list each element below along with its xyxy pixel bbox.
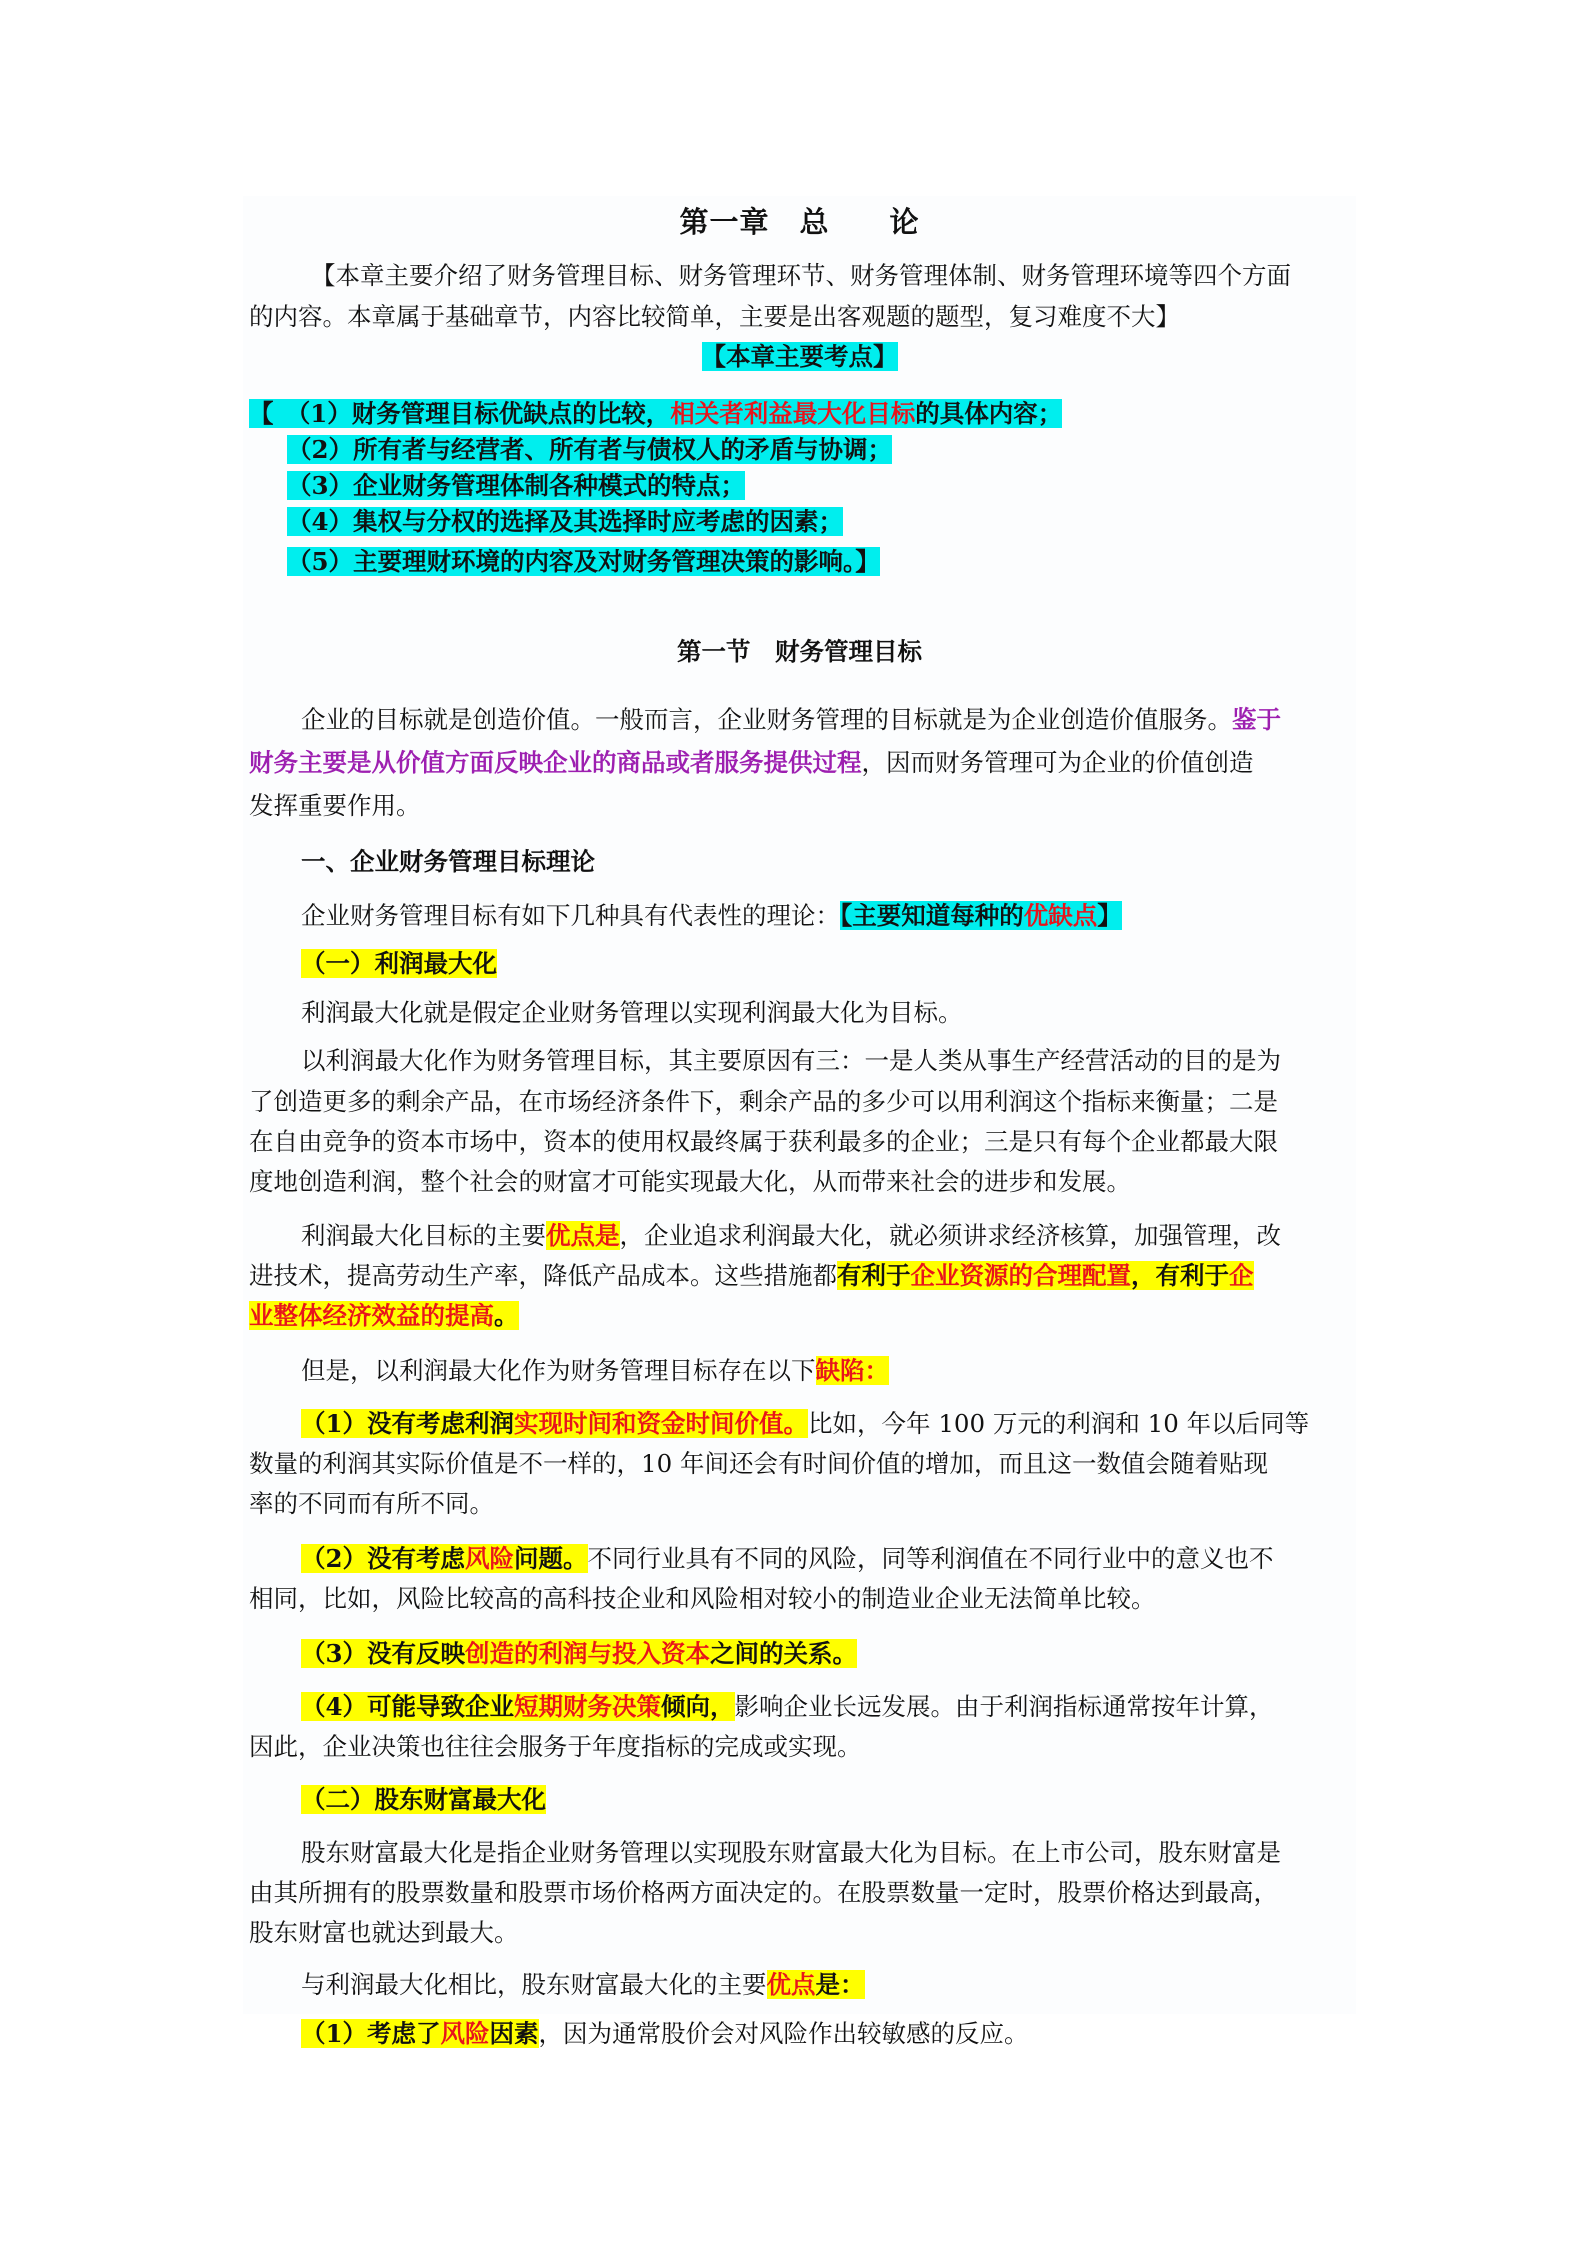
profit-adv-1-a: 利润最大化目标的主要 [301, 1221, 546, 1250]
key-points-heading-text: 【本章主要考点】 [701, 342, 898, 371]
defect-1-line-1 [301, 1404, 1350, 1444]
defect-2-highlight [301, 1544, 588, 1573]
key-points-heading [243, 337, 1356, 377]
theories-tag-red: 优缺点 [1023, 901, 1098, 930]
wealth-adv-1 [301, 2014, 1350, 2054]
defect-4-y2: 倾向， [661, 1692, 735, 1721]
document-page [243, 196, 1356, 2048]
heading-theory: 一、企业财务管理目标理论 [301, 847, 595, 876]
defect-4-red: 短期财务决策 [514, 1692, 662, 1721]
profit-reason-3: 在自由竞争的资本市场中，资本的使用权最终属于获利最多的企业；三是只有每个企业都最大限 [249, 1127, 1278, 1156]
profit-adv-3-y: 。 [494, 1301, 519, 1330]
profit-reason-2: 了创造更多的剩余产品，在市场经济条件下，剩余产品的多少可以用利润这个指标来衡量；二是 [249, 1087, 1278, 1116]
profit-adv-1 [301, 1216, 1350, 1256]
para1-purple-2: 财务主要是从价值方面反映企业的商品或者服务提供过程 [249, 748, 862, 777]
key-point-1-highlight [249, 399, 1062, 428]
wealth-line-3: 股东财富也就达到最大。 [249, 1918, 519, 1947]
key-point-1-text-a: 【 （1）财务管理目标优缺点的比较， [249, 399, 671, 428]
profit-heading-text: （一）利润最大化 [301, 949, 497, 978]
key-point-1-red: 相关者利益最大化目标 [670, 399, 916, 428]
defect-3-y1: （3）没有反映 [301, 1639, 466, 1668]
profit-reason-4: 度地创造利润，整个社会的财富才可能实现最大化，从而带来社会的进步和发展。 [249, 1167, 1131, 1196]
wealth-adv-y: 是： [815, 1970, 865, 1999]
wealth-adv-a: 与利润最大化相比，股东财富最大化的主要 [301, 1970, 767, 1999]
key-point-1 [249, 394, 1350, 434]
key-point-4-text: （4）集权与分权的选择及其选择时应考虑的因素； [287, 507, 844, 536]
defect-3-red: 创造的利润与投入资本 [465, 1639, 711, 1668]
para1-purple-1: 鉴于 [1232, 705, 1281, 734]
key-point-3-text: （3）企业财务管理体制各种模式的特点； [287, 471, 746, 500]
profit-def: 利润最大化就是假定企业财务管理以实现利润最大化为目标。 [301, 998, 963, 1027]
theories-lead: 企业财务管理目标有如下几种具有代表性的理论： [301, 901, 840, 930]
wealth-adv-1-rest: ，因为通常股价会对风险作出较敏感的反应。 [538, 2019, 1029, 2048]
wealth-heading [301, 1780, 1350, 1820]
defect-4-line-2: 因此，企业决策也往往会服务于年度指标的完成或实现。 [249, 1732, 862, 1761]
defect-2-y2: 问题。 [514, 1544, 588, 1573]
profit-adv-2-red1: 企业资源的合理配置 [910, 1261, 1131, 1290]
defect-1-rest: 比如，今年 100 万元的利润和 10 年以后同等 [808, 1409, 1310, 1438]
profit-adv-2-y1: 有利于 [837, 1261, 911, 1290]
section-title: 第一节 财务管理目标 [677, 637, 922, 666]
defect-3-y2: 之间的关系。 [710, 1639, 858, 1668]
profit-adv-2 [249, 1256, 1350, 1296]
defect-4-rest: 影响企业长远发展。由于利润指标通常按年计算， [734, 1692, 1274, 1721]
profit-dis-a: 但是，以利润最大化作为财务管理目标存在以下 [301, 1356, 816, 1385]
wealth-adv-1-red: 风险 [440, 2019, 490, 2048]
profit-reason-1: 以利润最大化作为财务管理目标，其主要原因有三：一是人类从事生产经营活动的目的是为 [301, 1046, 1281, 1075]
key-point-5 [287, 542, 1350, 582]
wealth-adv-1-y1: （1）考虑了 [301, 2019, 441, 2048]
para1-line-1 [301, 700, 1350, 740]
defect-2-line-1 [301, 1539, 1350, 1579]
profit-adv-2-red2: 企 [1229, 1261, 1254, 1290]
wealth-line-2: 由其所拥有的股票数量和股票市场价格两方面决定的。在股票数量一定时，股票价格达到最高， [249, 1878, 1278, 1907]
para1-line-2 [249, 743, 1350, 783]
profit-adv-3-red: 业整体经济效益的提高 [249, 1301, 494, 1330]
defect-1-line-2: 数量的利润其实际价值是不一样的，10 年间还会有时间价值的增加，而且这一数值会随着贴现 [249, 1449, 1268, 1478]
key-point-2-text: （2）所有者与经营者、所有者与债权人的矛盾与协调； [287, 435, 893, 464]
para1-text-b: ，因而财务管理可为企业的价值创造 [861, 748, 1254, 777]
defect-4-highlight [301, 1692, 735, 1721]
wealth-adv-1-highlight [301, 2019, 539, 2048]
intro-line-1: 【本章主要介绍了财务管理目标、财务管理环节、财务管理体制、财务管理环境等四个方面 [311, 261, 1291, 290]
chapter-title: 第一章 总 论 [679, 205, 920, 239]
key-point-2 [287, 430, 1350, 470]
profit-adv-2-highlight [837, 1261, 1254, 1290]
wealth-adv-1-y2: 因素 [489, 2019, 539, 2048]
para1-line-3: 发挥重要作用。 [249, 791, 421, 820]
key-point-4 [287, 502, 1350, 542]
key-point-3 [287, 466, 1350, 506]
key-point-1-text-b: 的具体内容； [915, 399, 1063, 428]
defect-2-rest: 不同行业具有不同的风险，同等利润值在不同行业中的意义也不 [587, 1544, 1274, 1573]
profit-heading [301, 944, 1350, 984]
defect-2-red: 风险 [465, 1544, 515, 1573]
defect-1-line-3: 率的不同而有所不同。 [249, 1489, 494, 1518]
profit-adv-3 [249, 1296, 1350, 1336]
key-point-5-text: （5）主要理财环境的内容及对财务管理决策的影响。】 [287, 547, 880, 576]
intro-line-2: 的内容。本章属于基础章节，内容比较简单，主要是出客观题的题型，复习难度不大】 [249, 302, 1180, 331]
profit-adv-2-y2: ，有利于 [1131, 1261, 1229, 1290]
defect-1-highlight [301, 1409, 808, 1438]
wealth-adv-highlight [767, 1970, 865, 1999]
profit-dis-red: 缺陷： [815, 1356, 889, 1385]
defect-4-line-1 [301, 1687, 1350, 1727]
wealth-adv-red: 优点 [766, 1970, 816, 1999]
defect-4-y1: （4）可能导致企业 [301, 1692, 515, 1721]
defect-2-line-2: 相同，比如，风险比较高的高科技企业和风险相对较小的制造业企业无法简单比较。 [249, 1584, 1156, 1613]
theories-tag-a: 【主要知道每种的 [840, 901, 1024, 930]
profit-adv-1-red: 优点是 [546, 1221, 620, 1250]
para1-text: 企业的目标就是创造价值。一般而言，企业财务管理的目标就是为企业创造价值服务。 [301, 705, 1232, 734]
wealth-line-1: 股东财富最大化是指企业财务管理以实现股东财富最大化为目标。在上市公司，股东财富是 [301, 1838, 1281, 1867]
defect-1-red: 实现时间和资金时间价值。 [514, 1409, 809, 1438]
defect-3-highlight [301, 1639, 857, 1668]
defect-3 [301, 1634, 1350, 1674]
profit-defects-lead [301, 1351, 1350, 1391]
profit-adv-1-b: ，企业追求利润最大化，就必须讲求经济核算，加强管理，改 [619, 1221, 1281, 1250]
profit-adv-2-a: 进技术，提高劳动生产率，降低产品成本。这些措施都 [249, 1261, 837, 1290]
wealth-heading-text: （二）股东财富最大化 [301, 1785, 546, 1814]
wealth-adv-lead [301, 1965, 1350, 2005]
defect-1-y: （1）没有考虑利润 [301, 1409, 515, 1438]
theories-line [301, 896, 1350, 936]
theories-tag-b: 】 [1097, 901, 1122, 930]
defect-2-y1: （2）没有考虑 [301, 1544, 466, 1573]
theories-tag [840, 901, 1122, 930]
profit-adv-3-highlight [249, 1301, 519, 1330]
